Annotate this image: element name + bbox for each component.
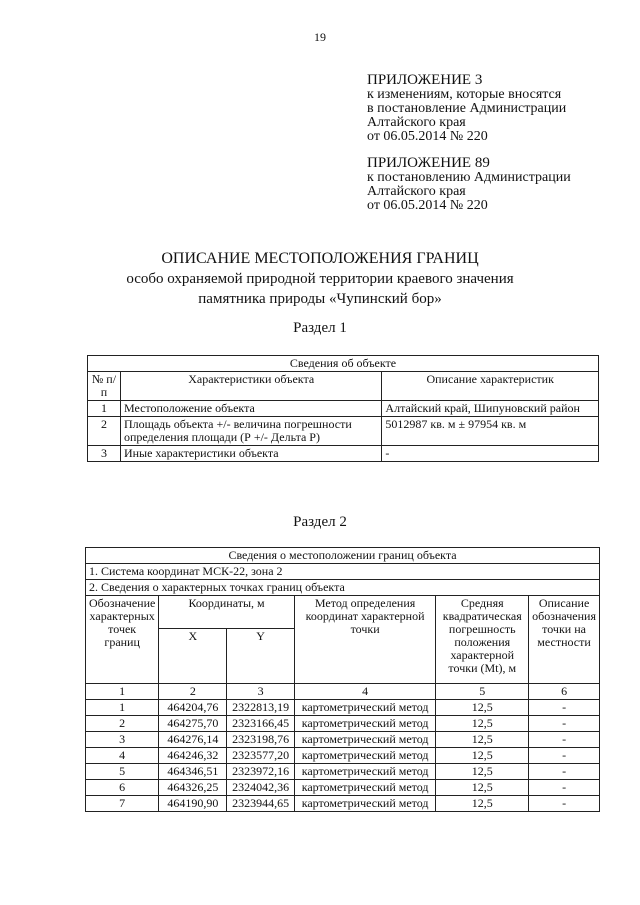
header-coords: Координаты, м (159, 596, 295, 629)
coord-x: 464190,90 (159, 796, 227, 812)
point-description: - (529, 732, 600, 748)
header-error: Средняя квадратическая погрешность положения характерной точки (Mt), м (436, 596, 529, 684)
coord-x: 464204,76 (159, 700, 227, 716)
col-number: 3 (227, 684, 294, 700)
row-characteristic: Иные характеристики объекта (120, 446, 381, 462)
row-num: 3 (88, 446, 121, 462)
coord-y: 2324042,36 (227, 780, 294, 796)
document-title-main: ОПИСАНИЕ МЕСТОПОЛОЖЕНИЯ ГРАНИЦ (161, 250, 479, 267)
appendix-3-line: в постановление Администрации (367, 101, 567, 116)
coord-x: 464246,32 (159, 748, 227, 764)
appendix-89-line: от 06.05.2014 № 220 (367, 198, 488, 213)
boundary-caption: Сведения о местоположении границ объекта (86, 548, 600, 564)
point-id: 1 (86, 700, 159, 716)
appendix-89-line: Алтайского края (367, 184, 466, 199)
appendix-89-title: ПРИЛОЖЕНИЕ 89 (367, 155, 490, 171)
header-characteristic: Характеристики объекта (120, 372, 381, 401)
coord-x: 464346,51 (159, 764, 227, 780)
row-characteristic: Местоположение объекта (120, 401, 381, 417)
table-row (88, 401, 599, 417)
row-num: 1 (88, 401, 121, 417)
object-info-table (87, 355, 599, 462)
coord-y: 2323972,16 (227, 764, 294, 780)
coord-y: 2323198,76 (227, 732, 294, 748)
point-description: - (529, 780, 600, 796)
coord-y: 2322813,19 (227, 700, 294, 716)
table-row (88, 446, 599, 462)
table-row (86, 764, 600, 780)
appendix-3-title: ПРИЛОЖЕНИЕ 3 (367, 72, 483, 88)
table-row (86, 700, 600, 716)
method: картометрический метод (294, 780, 436, 796)
object-info-caption: Сведения об объекте (88, 356, 599, 372)
table-row (86, 732, 600, 748)
error: 12,5 (436, 796, 529, 812)
point-description: - (529, 764, 600, 780)
section-1-title: Раздел 1 (293, 320, 347, 336)
col-number: 5 (436, 684, 529, 700)
point-id: 4 (86, 748, 159, 764)
table-row (86, 780, 600, 796)
point-id: 7 (86, 796, 159, 812)
header-x: X (159, 629, 227, 684)
col-number: 2 (159, 684, 227, 700)
appendix-3-line: к изменениям, которые вносятся (367, 87, 562, 102)
coordinate-system-line: 1. Система координат МСК-22, зона 2 (86, 564, 600, 580)
table-row (88, 417, 599, 446)
header-y: Y (227, 629, 294, 684)
method: картометрический метод (294, 716, 436, 732)
error: 12,5 (436, 748, 529, 764)
header-method: Метод определения координат характерной точки (294, 596, 436, 684)
point-id: 3 (86, 732, 159, 748)
appendix-3-line: Алтайского края (367, 115, 466, 130)
method: картометрический метод (294, 700, 436, 716)
error: 12,5 (436, 700, 529, 716)
method: картометрический метод (294, 732, 436, 748)
header-description: Описание обозначения точки на местности (529, 596, 600, 684)
points-info-line: 2. Сведения о характерных точках границ объекта (86, 580, 600, 596)
coord-x: 464275,70 (159, 716, 227, 732)
point-id: 2 (86, 716, 159, 732)
col-number: 6 (529, 684, 600, 700)
appendix-3-line: от 06.05.2014 № 220 (367, 129, 488, 144)
point-id: 6 (86, 780, 159, 796)
table-row (86, 716, 600, 732)
page-number: 19 (314, 30, 326, 44)
header-point: Обозначение характерных точек границ (86, 596, 159, 684)
error: 12,5 (436, 780, 529, 796)
point-description: - (529, 716, 600, 732)
method: картометрический метод (294, 748, 436, 764)
row-description: Алтайский край, Шипуновский район (382, 401, 599, 417)
table-row (86, 796, 600, 812)
appendix-3-block (367, 72, 566, 144)
header-num: № п/п (88, 372, 121, 401)
header-description: Описание характеристик (382, 372, 599, 401)
column-numbers-row (86, 684, 600, 700)
point-description: - (529, 748, 600, 764)
row-description: 5012987 кв. м ± 97954 кв. м (382, 417, 599, 446)
method: картометрический метод (294, 764, 436, 780)
point-description: - (529, 700, 600, 716)
error: 12,5 (436, 764, 529, 780)
appendix-89-block (367, 155, 571, 213)
boundary-points-table (85, 547, 600, 812)
error: 12,5 (436, 732, 529, 748)
col-number: 4 (294, 684, 436, 700)
coord-y: 2323944,65 (227, 796, 294, 812)
method: картометрический метод (294, 796, 436, 812)
document-title-line: памятника природы «Чупинский бор» (198, 291, 442, 307)
appendix-89-line: к постановлению Администрации (367, 170, 571, 185)
point-id: 5 (86, 764, 159, 780)
row-description: - (382, 446, 599, 462)
coord-x: 464326,25 (159, 780, 227, 796)
coord-x: 464276,14 (159, 732, 227, 748)
col-number: 1 (86, 684, 159, 700)
point-description: - (529, 796, 600, 812)
row-characteristic: Площадь объекта +/- величина погрешности определения площади (Р +/- Дельта Р) (120, 417, 381, 446)
coord-y: 2323577,20 (227, 748, 294, 764)
section-2-title: Раздел 2 (293, 514, 347, 530)
document-title (0, 249, 640, 309)
table-row (86, 748, 600, 764)
coord-y: 2323166,45 (227, 716, 294, 732)
row-num: 2 (88, 417, 121, 446)
document-title-line: особо охраняемой природной территории краевого значения (126, 271, 514, 287)
error: 12,5 (436, 716, 529, 732)
